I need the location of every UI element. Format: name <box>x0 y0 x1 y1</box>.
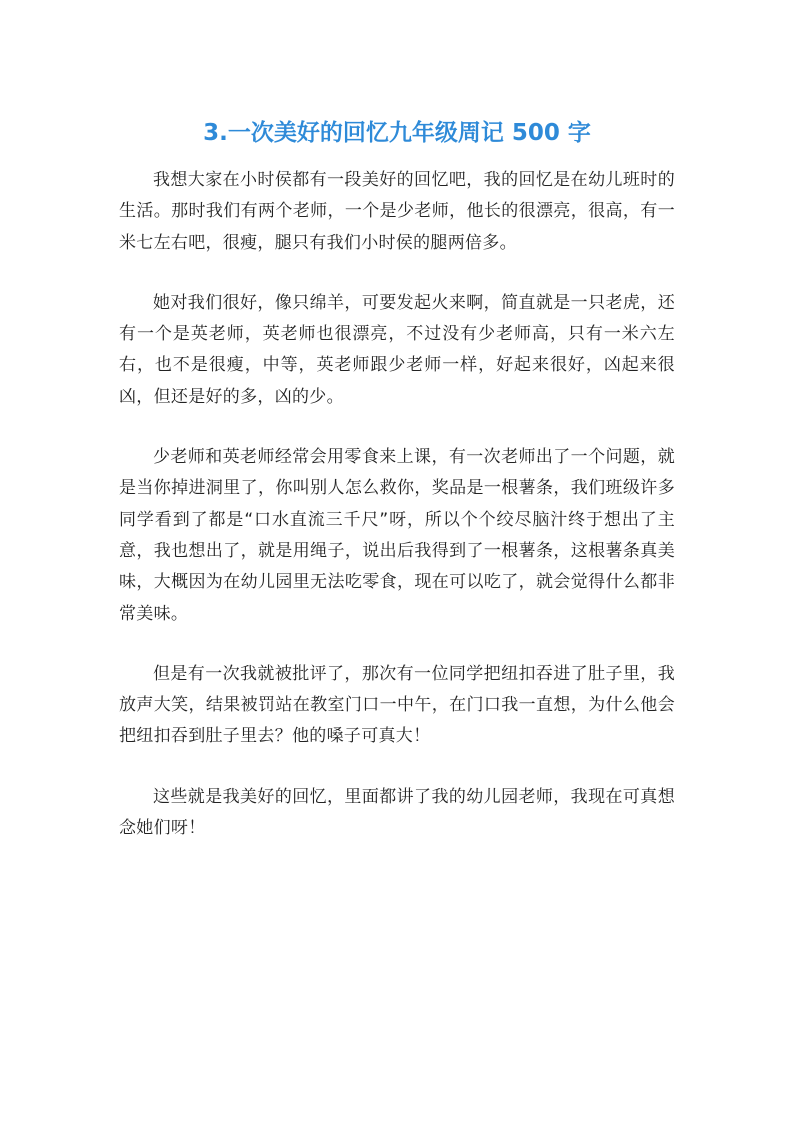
paragraph-2: 她对我们很好，像只绵羊，可要发起火来啊，简直就是一只老虎，还有一个是英老师，英老师也很漂亮，不过没有少老师高，只有一米六左右，也不是很瘦，中等，英老师跟少老师一样，好起来很好，凶起来很凶，但还是好的多，凶的少。 <box>119 292 675 407</box>
paragraph-5: 这些就是我美好的回忆，里面都讲了我的幼儿园老师，我现在可真想念她们呀！ <box>119 786 675 839</box>
document-title: 3.一次美好的回忆九年级周记 500 字 <box>203 120 591 147</box>
paragraph-1: 我想大家在小时侯都有一段美好的回忆吧，我的回忆是在幼儿班时的生活。那时我们有两个老师，一个是少老师，他长的很漂亮，很高，有一米七左右吧，很瘦，腿只有我们小时侯的腿两倍多。 <box>119 170 675 253</box>
paragraph-3: 少老师和英老师经常会用零食来上课，有一次老师出了一个问题，就是当你掉进洞里了，你叫别人怎么救你，奖品是一根薯条，我们班级许多同学看到了都是“口水直流三千尺”呀，所以个个绞尽脑汁终于想出了主意，我也想出了，就是用绳子，说出后我得到了一根薯条，这根薯条真美味，大概因为在幼儿园里无法吃零食，现在可以吃了，就会觉得什么都非常美味。 <box>119 447 675 624</box>
paragraph-4: 但是有一次我就被批评了，那次有一位同学把纽扣吞进了肚子里，我放声大笑，结果被罚站在教室门口一中午，在门口我一直想，为什么他会把纽扣吞到肚子里去？他的嗓子可真大！ <box>119 663 675 747</box>
document-body <box>119 165 675 873</box>
